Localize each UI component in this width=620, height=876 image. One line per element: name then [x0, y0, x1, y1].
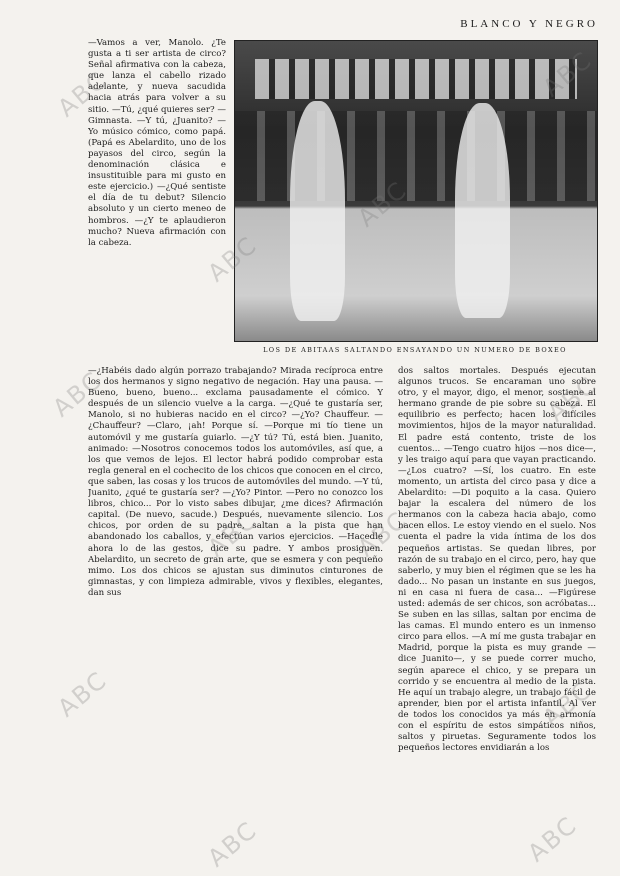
- photo-caption: LOS DE ABITAAS SALTANDO ENSAYANDO UN NUMERO DE BOXEO: [263, 346, 567, 354]
- watermark: ABC: [537, 45, 598, 103]
- watermark: ABC: [202, 815, 263, 873]
- left-column-top-text: —Vamos a ver, Manolo. ¿Te gusta a ti ser artista de circo? Señal afirmativa con la cabeza, que lanza el cabello rizado adelante, y nueva sacudida hacia atrás para volver a su sitio. —Tú, ¿qué quieres ser? —Gimnasta. —Y tú, ¿Juanito? —Yo músico cómico, como papá. (Papá es Abelardito, uno de los payasos del circo, según la denominación clásica e insustituible para mi gusto en este ejercicio.) —¿Qué sentiste el día de tu debut? Silencio absoluto y un cierto meneo de hombros. —¿Y te aplaudieron mucho? Nueva afirmación con la cabeza.: [88, 38, 226, 248]
- watermark: ABC: [352, 175, 413, 233]
- watermark: ABC: [537, 675, 598, 733]
- watermark: ABC: [542, 370, 603, 428]
- photo-banner: [255, 59, 577, 99]
- watermark: ABC: [202, 505, 263, 563]
- watermark: ABC: [52, 65, 113, 123]
- left-column-bottom-text: —¿Habéis dado algún porrazo trabajando? Mirada recíproca entre los dos hermanos y signo negativo de negación. Hay una pausa. —Bueno, bueno, bueno... exclama pausadamente el cómico. Y después de un silencio vuelve a la carga. —¿Qué te gustaría ser, Manolo, si no hubieras nacido en el circo? —¿Yo? Chauffeur. —¿Chauffeur? —Claro, ¡ah! Porque sí. —Porque mi tío tiene un automóvil y me gustaría guiarlo. —¿Y tú? Tú, está bien. Juanito, animado: —Nosotros conocemos todos los automóviles, así que, a los que vemos de lejos. El lector habrá podido comprobar esta regla general en el cochecito de los chicos que conocen en el circo, que saben, las cosas y los trucos de automóviles del mundo. —Y tú, Juanito, ¿qué te gustaría ser? —¿Yo? Pintor. —Pero no conozco los libros, chico... Por lo visto sabes dibujar, ¿me dices? Afirmación capital. (De nuevo, sacude.) Después, nuevamente silencio. Los chicos, por orden de su padre, saltan a la pista que han abandonado los caballos, y efectúan varios ejercicios. —Hacedle ahora lo de las gestos, dice su padre. Y ambos prosiguen. Abelardito, un secreto de gran arte, que se esmera y con pequeño mimo. Los dos chicos se ajustan sus diminutos cinturones de gimnastas, y con limpieza admirable, vivos y flexibles, elegantes, dan sus: [88, 366, 383, 598]
- watermark: ABC: [47, 365, 108, 423]
- masthead: BLANCO Y NEGRO: [460, 18, 598, 30]
- left-column-bottom: [88, 366, 383, 840]
- watermark: ABC: [202, 230, 263, 288]
- right-column-text: dos saltos mortales. Después ejecutan algunos trucos. Se encaraman uno sobre otro, y el mayor, digo, el menor, sostiene al hermano grande de pie sobre su cabeza. El equilibrio es perfecto; hacen los difíciles movimientos, hijos de la mayor naturalidad. El padre está contento, triste de los cuentos... —Tengo cuatro hijos —nos dice—, y les traigo aquí para que vayan practicando. —¿Los cuatro? —Sí, los cuatro. En este momento, un artista del circo pasa y dice a Abelardito: —Di poquito a la casa. Quiero bajar la escalera del número de los hermanos con la cabeza hacia abajo, como hacen ellos. Le estoy viendo en el suelo. Nos cuenta el padre la vida íntima de los dos pequeños artistas. Se quedan libres, por razón de su trabajo en el circo, pero, hay que saberlo, y muy bien el régimen que se les ha dado... No pasan un instante en sus juegos, ni en casa ni fuera de casa... —Figúrese usted: además de ser chicos, son acróbatas... Se suben en las sillas, saltan por encima de las camas. El mundo entero es un inmenso circo para ellos. —A mí me gusta trabajar en Madrid, porque la pista es muy grande —dice Juanito—, y se puede correr mucho, según aparece el chico, y se prepara un corrido y se encuentra al medio de la pista. He aquí un trabajo alegre, un trabajo fácil de aprender, bien por el artista infantil. Al ver de todos los conocidos ya más en armonía con el espíritu de estos simpáticos niños, saltos y piruetas. Seguramente todos los pequeños lectores envidiarán a los: [398, 366, 596, 754]
- watermark: ABC: [522, 810, 583, 868]
- right-column: [398, 366, 596, 840]
- watermark: ABC: [52, 665, 113, 723]
- watermark: ABC: [352, 505, 413, 563]
- boxer-left: [290, 101, 345, 321]
- boxer-right: [455, 103, 510, 318]
